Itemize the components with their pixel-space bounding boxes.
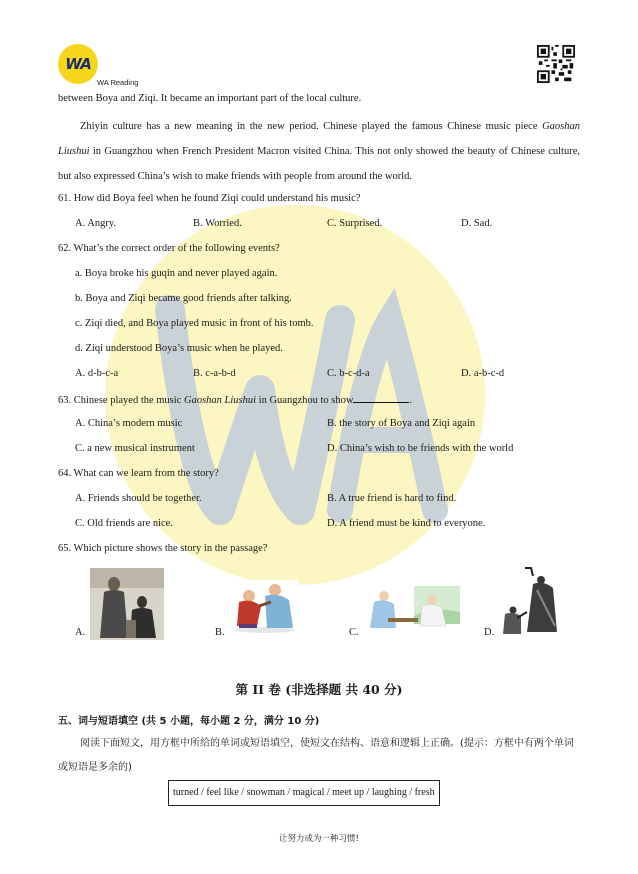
q63-option-c[interactable]: C. a new musical instrument: [75, 443, 195, 454]
question-61-stem: 61. How did Boya feel when he found Ziqi could understand his music?: [58, 193, 361, 204]
picture-c-playing-guqin[interactable]: [362, 586, 460, 636]
q62-option-a[interactable]: A. d-b-c-a: [75, 368, 119, 379]
q62-option-b[interactable]: B. c-a-b-d: [193, 368, 236, 379]
passage-line: between Boya and Ziqi. It became an important part of the local culture.: [58, 93, 362, 104]
wa-logo: WA: [58, 44, 98, 84]
q63-option-a[interactable]: A. China’s modern music: [75, 418, 183, 429]
page-footer: 让努力成为一种习惯!: [279, 834, 359, 844]
question-65-stem: 65. Which picture shows the story in the passage?: [58, 543, 268, 554]
q61-option-d[interactable]: D. Sad.: [461, 218, 493, 229]
q61-option-a[interactable]: A. Angry.: [75, 218, 117, 229]
q62-option-d[interactable]: D. a-b-c-d: [461, 368, 505, 379]
qr-code-icon: [537, 45, 575, 83]
question-62-stem: 62. What’s the correct order of the following events?: [58, 243, 280, 254]
q64-option-a[interactable]: A. Friends should be together.: [75, 493, 202, 504]
logo-caption: WA Reading: [97, 78, 139, 87]
q65-label-a[interactable]: A.: [75, 627, 86, 638]
q64-option-b[interactable]: B. A true friend is hard to find.: [327, 493, 457, 504]
part-2-title: 第 II 卷 (非选择题 共 40 分): [235, 682, 403, 697]
q62-event-d: d. Ziqi understood Boya’s music when he played.: [75, 343, 283, 354]
q63-option-b[interactable]: B. the story of Boya and Ziqi again: [327, 418, 476, 429]
q65-label-d[interactable]: D.: [484, 627, 495, 638]
q65-label-c[interactable]: C.: [349, 627, 359, 638]
q61-option-b[interactable]: B. Worried.: [193, 218, 242, 229]
question-64-stem: 64. What can we learn from the story?: [58, 468, 219, 479]
answer-blank[interactable]: [353, 393, 409, 403]
section-5-instruction: 阅读下面短文，用方框中所给的单词或短语填空，使短文在结构、语意和逻辑上正确。(提示：方框中有两个单词或短语是多余的): [58, 738, 574, 773]
q63-option-d[interactable]: D. China’s wish to be friends with the world: [327, 443, 514, 454]
q62-event-c: c. Ziqi died, and Boya played music in front of his tomb.: [75, 318, 314, 329]
picture-d-ink-figures[interactable]: [497, 566, 561, 638]
q62-event-a: a. Boya broke his guqin and never played again.: [75, 268, 278, 279]
section-5-heading: 五、词与短语填空 (共 5 小题，每小题 2 分，满分 10 分): [58, 716, 320, 727]
passage-paragraph: Zhiyin culture has a new meaning in the new period. Chinese played the famous Chinese music piece Gaoshan Liushui in Guangzhou when French President Macron visited China. This not only showed the beauty of Chinese culture, but also expressed China’s wish to make friends with people from around the world.: [58, 121, 580, 182]
q64-option-c[interactable]: C. Old friends are nice.: [75, 518, 173, 529]
question-63-stem: 63. Chinese played the music Gaoshan Liushui in Guangzhou to show .: [58, 395, 413, 406]
q64-option-d[interactable]: D. A friend must be kind to everyone.: [327, 518, 486, 529]
picture-b-men-bowing[interactable]: [231, 580, 299, 634]
q62-option-c[interactable]: C. b-c-d-a: [327, 368, 370, 379]
q62-event-b: b. Boya and Ziqi became good friends after talking.: [75, 293, 292, 304]
q65-label-b[interactable]: B.: [215, 627, 225, 638]
picture-a-two-scholars[interactable]: [90, 568, 164, 640]
q61-option-c[interactable]: C. Surprised.: [327, 218, 383, 229]
word-bank-box: turned / feel like / snowman / magical / meet up / laughing / fresh: [168, 780, 440, 806]
